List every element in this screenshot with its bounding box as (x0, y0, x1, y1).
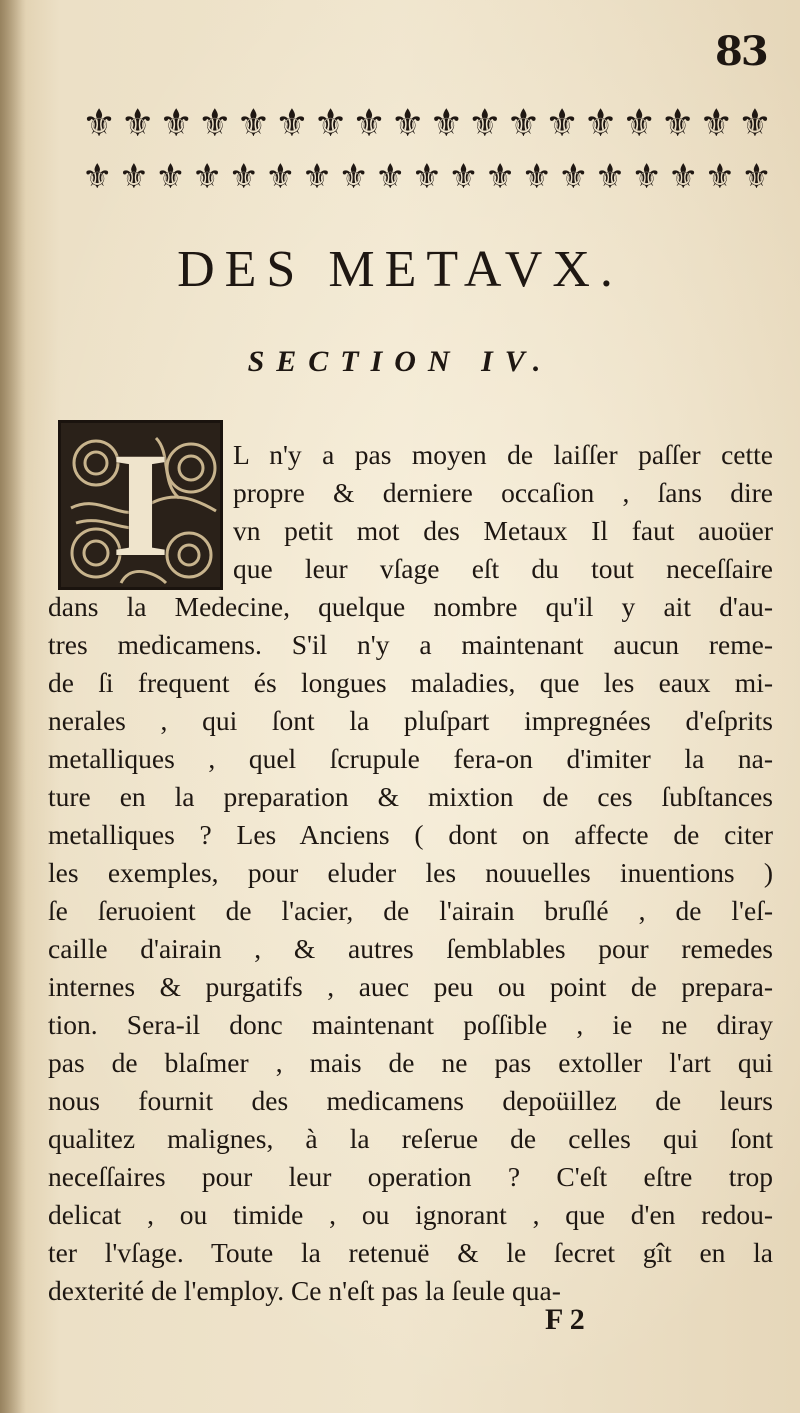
fleuron-icon: ⚜ (544, 101, 580, 145)
fleuron-icon: ⚜ (352, 101, 387, 145)
fleuron-icon: ⚜ (737, 101, 772, 145)
text-line: qualitez malignes, à la reſerue de celles qui ſont (48, 1123, 773, 1154)
text-line: tion. Sera-il donc maintenant poſſible , ie ne diray (48, 1009, 773, 1040)
fleuron-icon: ⚜ (228, 157, 259, 197)
fleuron-icon: ⚜ (375, 157, 406, 197)
fleuron-icon: ⚜ (583, 101, 618, 145)
fleuron-border-top (82, 98, 772, 148)
fleuron-icon: ⚜ (197, 101, 232, 145)
text-line: delicat , ou timide , ou ignorant , que d'en redou- (48, 1199, 773, 1230)
text-line: vn petit mot des Metaux Il faut auoüer (233, 515, 773, 546)
chapter-title: DES METAVX. (177, 241, 623, 298)
text-line: neceſſaires pour leur operation ? C'eſt eſtre trop (48, 1161, 773, 1192)
fleuron-icon: ⚜ (313, 101, 348, 145)
text-line: dans la Medecine, quelque nombre qu'il y ait d'au- (48, 591, 773, 622)
fleuron-icon: ⚜ (484, 157, 516, 197)
text-line: caille d'airain , & autres ſemblables pour remedes (48, 933, 773, 964)
fleuron-icon: ⚜ (668, 157, 699, 197)
section-heading: SECTION IV. (247, 345, 553, 378)
fleuron-icon: ⚜ (159, 101, 194, 145)
signature-mark: F 2 (545, 1303, 585, 1336)
text-line: metalliques , quel ſcrupule fera-on d'imiter la na- (48, 743, 773, 774)
fleuron-icon: ⚜ (155, 157, 186, 197)
fleuron-icon: ⚜ (120, 101, 155, 145)
fleuron-icon: ⚜ (236, 101, 271, 145)
text-line: tres medicamens. S'il n'y a maintenant aucun reme- (48, 629, 773, 660)
fleuron-icon: ⚜ (82, 101, 117, 145)
fleuron-icon: ⚜ (631, 157, 662, 197)
fleuron-icon: ⚜ (301, 157, 333, 197)
fleuron-icon: ⚜ (338, 157, 369, 197)
text-line: metalliques ? Les Anciens ( dont on affecte de citer (48, 819, 773, 850)
fleuron-icon: ⚜ (448, 157, 479, 197)
fleuron-icon: ⚜ (191, 157, 223, 197)
text-line: L n'y a pas moyen de laiſſer paſſer cette (233, 439, 773, 470)
text-line: nous fournit des medicamens depoüillez de leurs (48, 1085, 773, 1116)
text-line: ture en la preparation & mixtion de ces ſubſtances (48, 781, 773, 812)
fleuron-icon: ⚜ (82, 157, 113, 197)
fleuron-icon: ⚜ (521, 157, 552, 197)
fleuron-icon: ⚜ (660, 101, 695, 145)
fleuron-icon: ⚜ (390, 101, 425, 145)
text-line: dexterité de l'employ. Ce n'eſt pas la ſeule qua- (48, 1275, 561, 1306)
body-text (48, 436, 773, 1310)
text-line: propre & derniere occaſion , ſans dire (233, 477, 773, 508)
text-line: nerales , qui ſont la pluſpart impregnées d'eſprits (48, 705, 773, 736)
fleuron-icon: ⚜ (429, 101, 464, 145)
fleuron-icon: ⚜ (411, 157, 443, 197)
fleuron-icon: ⚜ (265, 157, 296, 197)
text-line: ter l'vſage. Toute la retenuë & le ſecret gît en la (48, 1237, 773, 1268)
text-line: pas de blaſmer , mais de ne pas extoller l'art qui (48, 1047, 773, 1078)
fleuron-icon: ⚜ (704, 157, 736, 197)
text-line: que leur vſage eſt du tout neceſſaire (233, 553, 773, 584)
gutter-shadow (0, 0, 26, 1413)
fleuron-border-bottom (82, 152, 772, 202)
fleuron-icon: ⚜ (741, 157, 772, 197)
fleuron-icon: ⚜ (622, 101, 657, 145)
fleuron-icon: ⚜ (558, 157, 589, 197)
fleuron-icon: ⚜ (699, 101, 734, 145)
text-line: internes & purgatifs , auec peu ou point de prepara- (48, 971, 773, 1002)
fleuron-icon: ⚜ (594, 157, 626, 197)
fleuron-icon: ⚜ (506, 101, 541, 145)
text-line: de ſi frequent és longues maladies, que les eaux mi- (48, 667, 773, 698)
text-line: ſe ſeruoient de l'acier, de l'airain bruſlé , de l'eſ- (48, 895, 773, 926)
drop-cap-letter: I (111, 422, 170, 588)
page-number: 83 (715, 28, 767, 75)
fleuron-icon: ⚜ (467, 101, 502, 145)
fleuron-icon: ⚜ (274, 101, 309, 145)
fleuron-icon: ⚜ (118, 157, 150, 197)
text-line: les exemples, pour eluder les nouuelles inuentions ) (48, 857, 773, 888)
